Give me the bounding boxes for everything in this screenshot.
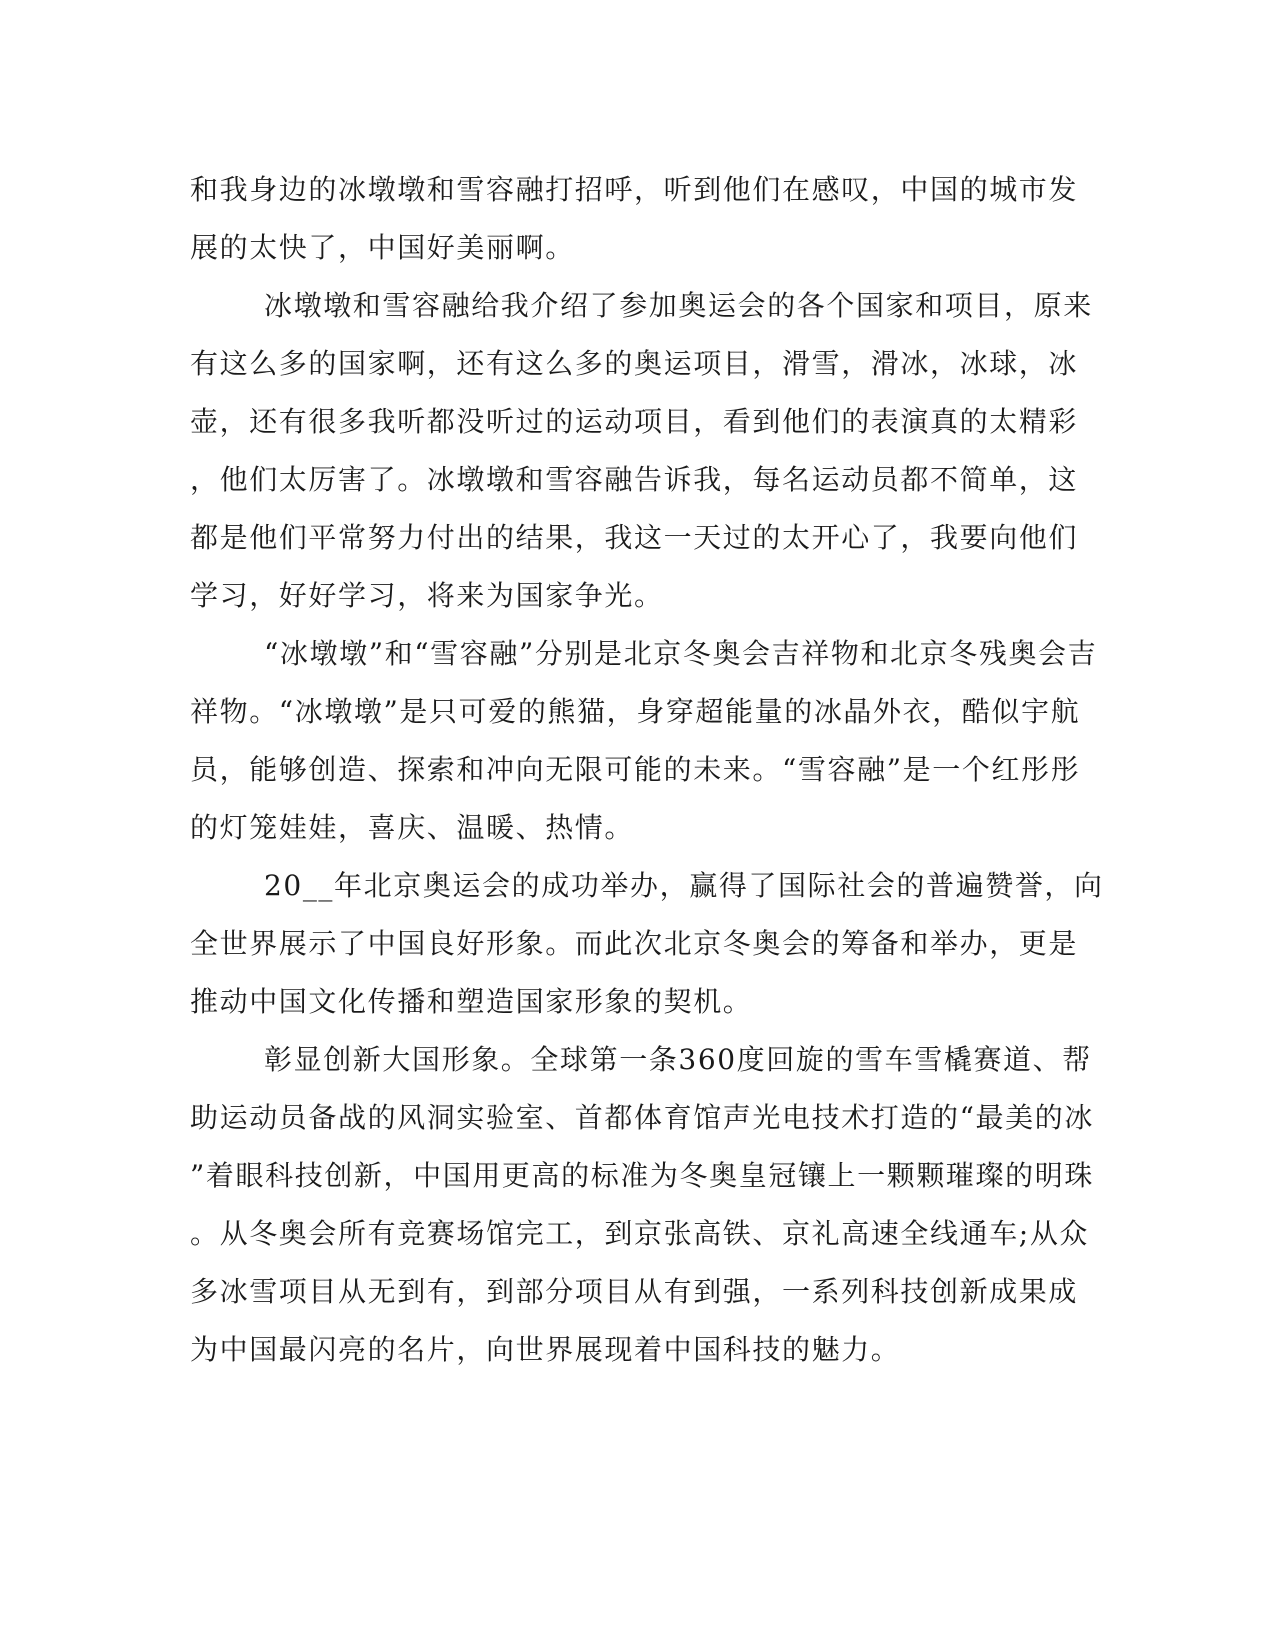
text-line: 多冰雪项目从无到有，到部分项目从有到强，一系列科技创新成果成 <box>190 1275 1079 1308</box>
text-line: 员，能够创造、探索和冲向无限可能的未来。“雪容融”是一个红彤彤 <box>190 753 1081 786</box>
paragraph-start-line: 彰显创新大国形象。全球第一条360度回旋的雪车雪橇赛道、帮 <box>264 1043 1092 1076</box>
text-line: 。从冬奥会所有竞赛场馆完工，到京张高铁、京礼高速全线通车;从众 <box>190 1217 1090 1250</box>
text-line: 都是他们平常努力付出的结果，我这一天过的太开心了，我要向他们 <box>190 521 1079 554</box>
paragraph-start-line: 冰墩墩和雪容融给我介绍了参加奥运会的各个国家和项目，原来 <box>264 289 1093 322</box>
text-line: 有这么多的国家啊，还有这么多的奥运项目，滑雪，滑冰，冰球，冰 <box>190 347 1079 380</box>
text-line: 助运动员备战的风洞实验室、首都体育馆声光电技术打造的“最美的冰 <box>190 1101 1094 1134</box>
text-line: 全世界展示了中国良好形象。而此次北京冬奥会的筹备和举办，更是 <box>190 927 1079 960</box>
text-line: ”着眼科技创新，中国用更高的标准为冬奥皇冠镶上一颗颗璀璨的明珠 <box>190 1159 1094 1192</box>
text-line: 祥物。“冰墩墩”是只可爱的熊猫，身穿超能量的冰晶外衣，酷似宇航 <box>190 695 1081 728</box>
text-line: 为中国最闪亮的名片，向世界展现着中国科技的魅力。 <box>190 1333 901 1366</box>
text-line: ，他们太厉害了。冰墩墩和雪容融告诉我，每名运动员都不简单，这 <box>190 463 1079 496</box>
text-line: 推动中国文化传播和塑造国家形象的契机。 <box>190 985 753 1018</box>
text-line: 学习，好好学习，将来为国家争光。 <box>190 579 664 612</box>
paragraph-start-line: 20__年北京奥运会的成功举办，赢得了国际社会的普遍赞誉，向 <box>264 869 1104 902</box>
paragraph-start-line: “冰墩墩”和“雪容融”分别是北京冬奥会吉祥物和北京冬残奥会吉 <box>264 637 1098 670</box>
text-line: 展的太快了，中国好美丽啊。 <box>190 231 575 264</box>
text-line: 的灯笼娃娃，喜庆、温暖、热情。 <box>190 811 635 844</box>
text-line: 和我身边的冰墩墩和雪容融打招呼，听到他们在感叹，中国的城市发 <box>190 173 1079 206</box>
text-line: 壶，还有很多我听都没听过的运动项目，看到他们的表演真的太精彩 <box>190 405 1079 438</box>
